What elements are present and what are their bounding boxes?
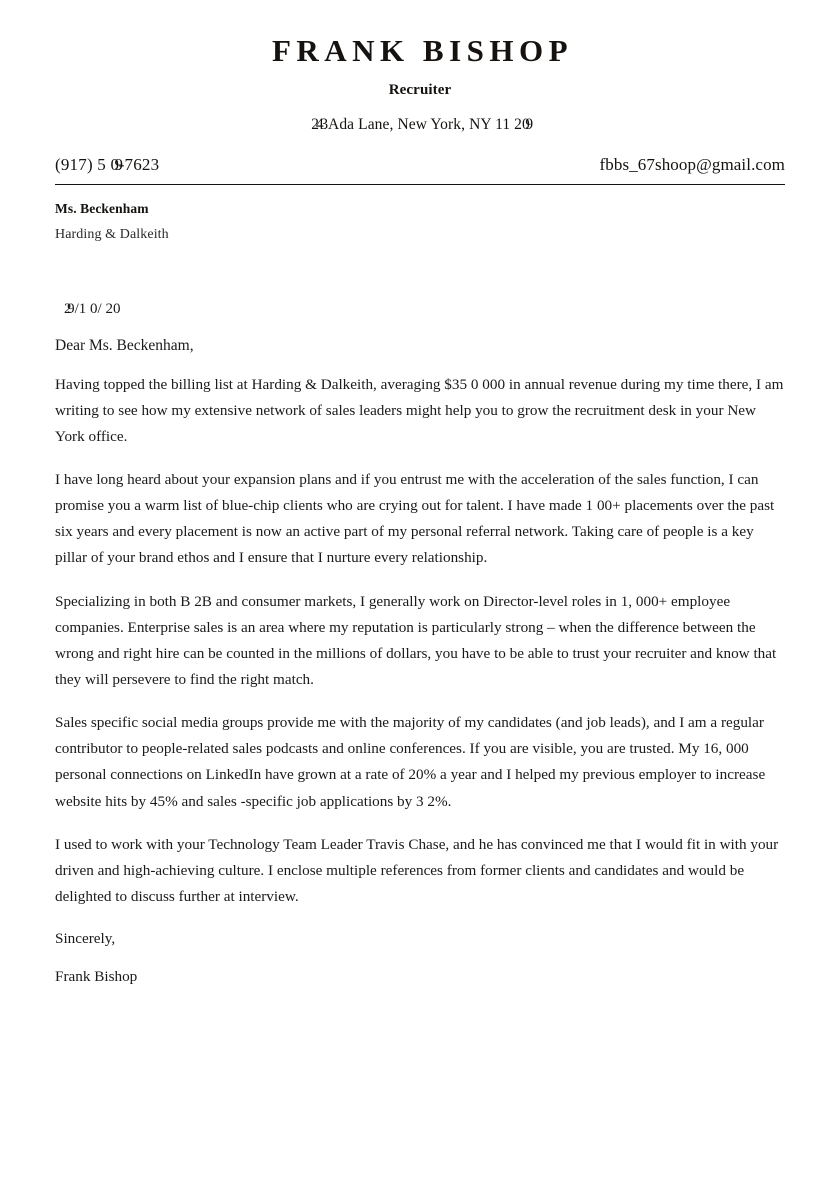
phone-overlap-digits: 09 <box>110 154 119 174</box>
date-overlap-digit: 9 <box>67 300 75 317</box>
phone-prefix: (917) 5 <box>55 154 111 174</box>
email-address[interactable]: fbbs_67shoop@gmail.com <box>599 154 785 174</box>
job-title: Recruiter <box>388 81 452 98</box>
page-title: FRANK BISHOP <box>271 33 574 68</box>
signature-name: Frank Bishop <box>55 968 138 986</box>
letterhead <box>55 0 785 134</box>
body-paragraph: I used to work with your Technology Team Leader Travis Chase, and he has convinced me that I would fit in with your driven and high-achieving culture. I enclose multiple references from former clients and candidates and would be delighted to discuss further at interview. <box>55 835 779 906</box>
date-suffix: /1 0 <box>74 300 98 317</box>
date-prefix: 2 <box>64 300 68 317</box>
body-paragraph: Sales specific social media groups provide me with the majority of my candidates (and job leads), and I am a regular contributor to people-related sales podcasts and online conferences. If you are visible, you are trusted. My 16, 000 personal connections on LinkedIn have grown at a rate of 20% a year and I helped my previous employer to increase website hits by 45% and sales -specific job applications by 3 2%. <box>55 714 766 810</box>
salutation: Dear Ms. Beckenham, <box>55 336 194 354</box>
date-tail: / 20 <box>97 300 121 317</box>
contact-row <box>55 155 785 175</box>
recipient-block <box>55 201 785 243</box>
address-street-number: 243 <box>311 115 325 133</box>
address-line <box>55 116 785 134</box>
body-paragraph: Having topped the billing list at Harding & Dalkeith, averaging $35 0 000 in annual revenue during my time there, I am writing to see how my extensive network of sales leaders might help you to grow the recruitment desk in your New York office. <box>55 375 784 445</box>
address-rest: Ada Lane, New York, NY 11 2 <box>324 115 523 133</box>
address-zip-tail: 09 <box>522 115 529 133</box>
recipient-name: Ms. Beckenham <box>55 200 149 216</box>
header-divider <box>55 184 785 185</box>
recipient-company: Harding & Dalkeith <box>55 226 169 242</box>
phone-suffix: -7623 <box>118 154 160 174</box>
body-paragraph: I have long heard about your expansion plans and if you entrust me with the acceleration of the sales function, I can promise you a warm list of blue-chip clients who are crying out for talent. I have made 1 00+ placements over the past six years and every placement is now an active part of my personal referral network. Taking care of people is a key pillar of your brand ethos and I ensure that I nurture every relationship. <box>55 471 775 567</box>
letter-date <box>64 301 785 318</box>
body-paragraph: Specializing in both B 2B and consumer markets, I generally work on Director-level roles in 1, 000+ employee companies. Enterprise sales is an area where my reputation is particularly strong – when the difference between the wrong and right hire can be counted in the millions of dollars, you have to be able to trust your recruiter and know that they will persevere to find the right match. <box>55 592 777 689</box>
phone-number[interactable] <box>55 155 159 175</box>
closing-line: Sincerely, <box>55 930 116 948</box>
